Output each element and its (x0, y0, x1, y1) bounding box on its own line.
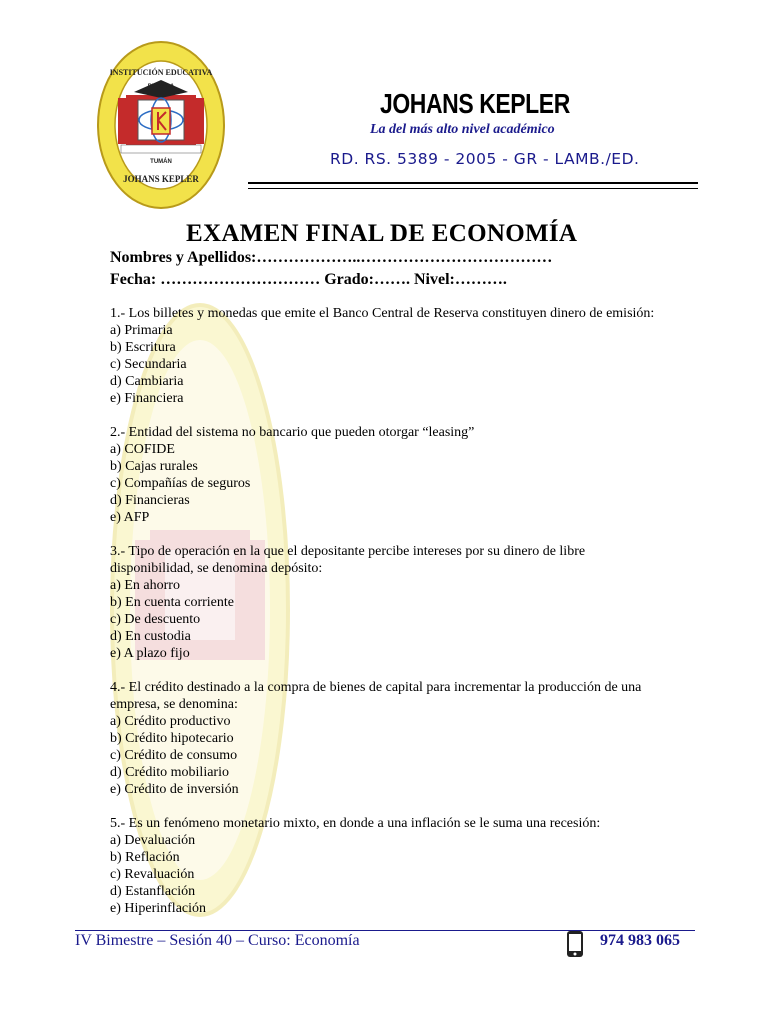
school-slogan: La del más alto nivel académico (370, 122, 555, 137)
question-2 (110, 424, 670, 526)
option: d) En custodia (110, 629, 191, 644)
option: b) Cajas rurales (110, 459, 198, 474)
option: c) Revaluación (110, 867, 195, 882)
option: e) Financiera (110, 391, 184, 406)
date-grade-level-field: Fecha: ………………………… Grado:……. Nivel:………. (110, 271, 507, 288)
option: b) Escritura (110, 340, 176, 355)
school-seal-logo (96, 40, 226, 210)
name-field: Nombres y Apellidos:………………..……………………………… (110, 249, 553, 266)
footer-phone-number: 974 983 065 (600, 932, 680, 949)
header-divider (248, 182, 698, 184)
footer-divider (75, 930, 695, 931)
footer-course-info: IV Bimestre – Sesión 40 – Curso: Economía (75, 932, 360, 949)
option: b) Reflación (110, 850, 180, 865)
option: e) Crédito de inversión (110, 782, 239, 797)
option: e) A plazo fijo (110, 646, 190, 661)
option: d) Crédito mobiliario (110, 765, 229, 780)
option: a) En ahorro (110, 578, 180, 593)
option: e) AFP (110, 510, 150, 525)
question-1 (110, 305, 670, 407)
option: a) Devaluación (110, 833, 196, 848)
option: c) Compañías de seguros (110, 476, 251, 491)
question-text: 4.- El crédito destinado a la compra de bienes de capital para incrementar la producción de una empresa, se denomina: (110, 680, 642, 712)
seal-text-bottom: JOHANS KEPLER (123, 174, 199, 184)
phone-icon (566, 930, 584, 958)
option: d) Financieras (110, 493, 190, 508)
question-text: 1.- Los billetes y monedas que emite el Banco Central de Reserva constituyen dinero de emisión: (110, 306, 655, 321)
questions-list (110, 305, 670, 934)
option: a) Crédito productivo (110, 714, 231, 729)
seal-text-city: TUMÁN (150, 159, 172, 165)
resolution-number: RD. RS. 5389 - 2005 - GR - LAMB./ED. (330, 150, 640, 168)
option: c) Crédito de consumo (110, 748, 238, 763)
question-text: 5.- Es un fenómeno monetario mixto, en donde a una inflación se le suma una recesión: (110, 816, 601, 831)
option: b) Crédito hipotecario (110, 731, 234, 746)
question-3 (110, 543, 670, 662)
option: c) Secundaria (110, 357, 187, 372)
question-text: 3.- Tipo de operación en la que el depositante percibe intereses por su dinero de libre disponibilidad, se denomina depósito: (110, 544, 586, 576)
question-4 (110, 679, 670, 798)
option: e) Hiperinflación (110, 901, 207, 916)
option: d) Cambiaria (110, 374, 184, 389)
option: a) COFIDE (110, 442, 175, 457)
option: a) Primaria (110, 323, 173, 338)
question-5 (110, 815, 670, 917)
school-name: JOHANS KEPLER (380, 88, 570, 119)
exam-title: EXAMEN FINAL DE ECONOMÍA (186, 220, 578, 247)
header-divider-thin (248, 188, 698, 189)
option: c) De descuento (110, 612, 201, 627)
question-text: 2.- Entidad del sistema no bancario que pueden otorgar “leasing” (110, 425, 475, 440)
seal-text-private: PRIVADA (147, 84, 175, 90)
option: b) En cuenta corriente (110, 595, 234, 610)
seal-text-top: INSTITUCIÓN EDUCATIVA (109, 68, 213, 77)
option: d) Estanflación (110, 884, 196, 899)
